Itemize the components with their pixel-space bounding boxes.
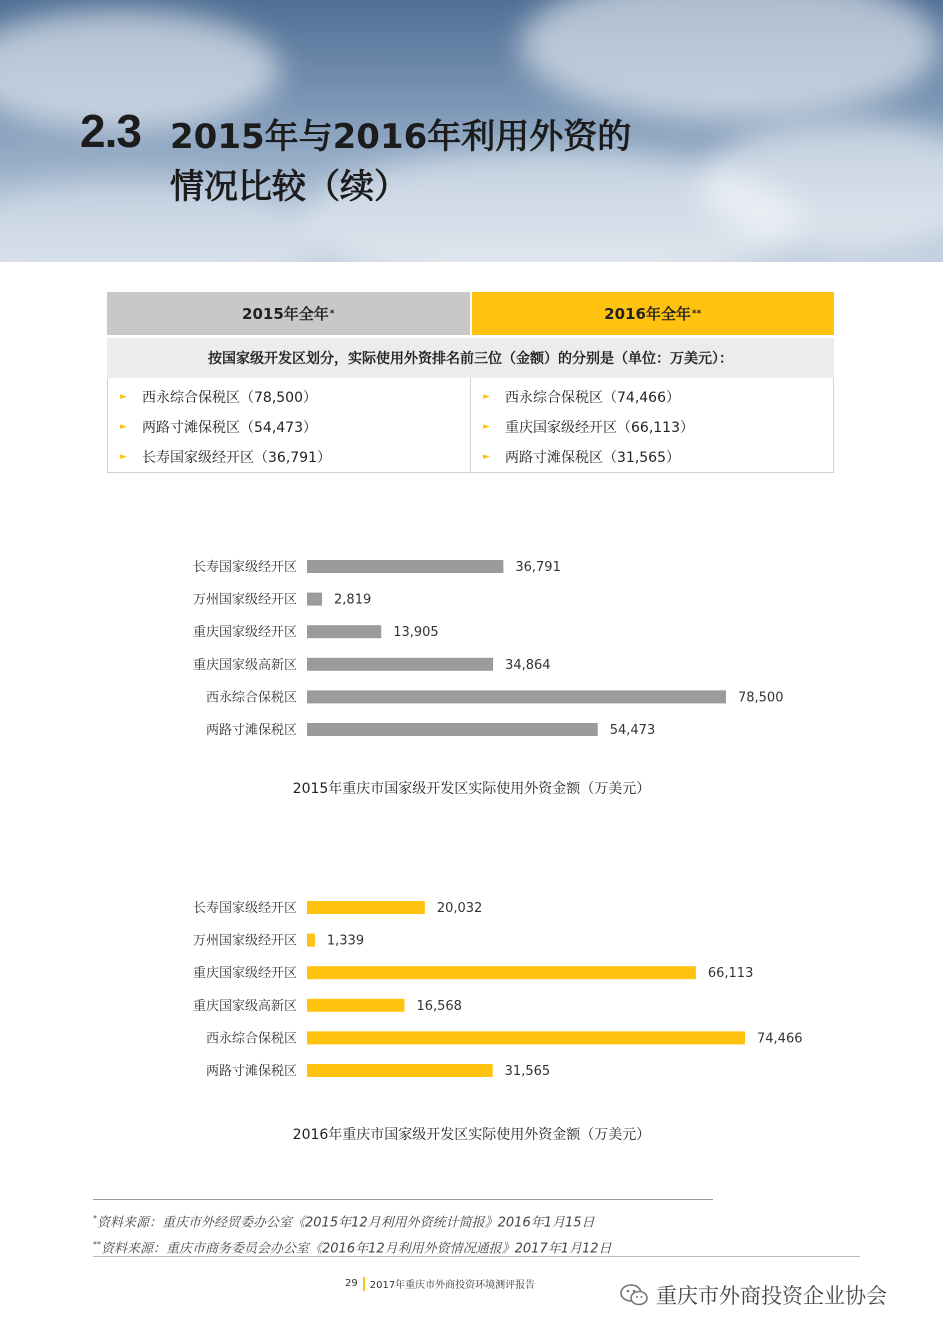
sources-note	[93, 1199, 713, 1261]
category-label: 重庆国家级经开区	[192, 966, 297, 982]
item-text: 重庆国家级经开区（66,113）	[505, 420, 694, 436]
page-number: 29	[345, 1278, 358, 1289]
column-2016	[470, 378, 833, 472]
triangle-right-icon: ►	[120, 422, 127, 432]
category-label: 两路寸滩保税区	[205, 1064, 297, 1079]
bar-chart-2015	[0, 550, 943, 750]
value-label: 36,791	[515, 560, 561, 575]
triangle-right-icon: ►	[120, 452, 127, 462]
item-text: 西永综合保税区（74,466）	[505, 390, 680, 406]
triangle-right-icon: ►	[120, 392, 127, 402]
bar	[307, 1031, 745, 1044]
category-label: 长寿国家级经开区	[192, 901, 297, 916]
item-text: 两路寸滩保税区（31,565）	[505, 450, 680, 466]
value-label: 13,905	[393, 625, 439, 641]
header-2015-mark: *	[329, 308, 335, 319]
category-label: 重庆国家级高新区	[192, 657, 297, 673]
value-label: 34,864	[505, 657, 551, 673]
bar	[307, 593, 322, 606]
value-label: 74,466	[757, 1031, 803, 1047]
watermark-text: 重庆市外商投资企业协会	[656, 1284, 887, 1308]
item-text: 西永综合保税区（78,500）	[142, 390, 317, 406]
header-2016	[472, 292, 835, 335]
source-text-1: 资料来源：重庆市外经贸委办公室《2015年12月利用外资统计简报》2016年1月15日	[97, 1215, 595, 1231]
bar	[307, 690, 726, 703]
header-2015	[107, 292, 470, 335]
section-title-line2: 情况比较（续）	[170, 167, 408, 207]
bar	[307, 966, 696, 979]
watermark	[620, 1280, 887, 1310]
triangle-right-icon: ►	[483, 392, 490, 402]
chart-title-2016: 2016年重庆市国家级开发区实际使用外资金额（万美元）	[292, 1127, 651, 1143]
source-mark-2: **	[93, 1240, 101, 1250]
section-title-line1: 2015年与2016年利用外资的	[170, 117, 632, 157]
value-label: 54,473	[609, 723, 656, 738]
category-label: 两路寸滩保税区	[205, 723, 297, 738]
category-label: 万州国家级经开区	[192, 933, 297, 949]
category-label: 西永综合保税区	[205, 1031, 297, 1047]
value-label: 78,500	[737, 690, 784, 706]
list-item	[483, 412, 833, 442]
section-number: 2.3	[80, 105, 141, 157]
bar	[307, 1064, 493, 1077]
value-label: 20,032	[436, 901, 483, 916]
source-line-1	[93, 1208, 713, 1234]
bar	[307, 934, 315, 947]
chart-title-2015: 2015年重庆市国家级开发区实际使用外资金额（万美元）	[292, 781, 651, 797]
header-2015-label: 2015年全年	[242, 305, 329, 323]
category-label: 重庆国家级经开区	[192, 625, 297, 641]
list-item	[120, 412, 470, 442]
item-text: 两路寸滩保税区（54,473）	[142, 420, 317, 436]
comparison-description: 按国家级开发区划分，实际使用外资排名前三位（金额）的分别是（单位：万美元）：	[107, 338, 834, 378]
category-label: 长寿国家级经开区	[192, 560, 297, 575]
bar	[307, 560, 503, 573]
page-footer	[345, 1276, 535, 1291]
footer-separator	[363, 1277, 365, 1291]
section-title	[170, 112, 631, 212]
list-item	[120, 382, 470, 412]
value-label: 16,568	[416, 998, 462, 1014]
comparison-header	[107, 292, 834, 335]
value-label: 31,565	[504, 1064, 551, 1079]
bar	[307, 901, 425, 914]
category-label: 西永综合保税区	[205, 690, 297, 706]
value-label: 1,339	[326, 933, 365, 949]
list-item	[120, 442, 470, 472]
value-label: 66,113	[707, 966, 754, 982]
bar	[307, 658, 493, 671]
header-banner	[0, 0, 943, 262]
wechat-icon	[620, 1284, 648, 1306]
header-2016-mark: **	[691, 308, 702, 319]
value-label: 2,819	[334, 592, 372, 608]
comparison-table	[107, 292, 834, 473]
triangle-right-icon: ►	[483, 422, 490, 432]
bar	[307, 723, 598, 736]
list-item	[483, 442, 833, 472]
bar	[307, 999, 404, 1012]
item-text: 长寿国家级经开区（36,791）	[142, 450, 331, 466]
footer-divider	[93, 1256, 860, 1257]
bar-chart-2016	[0, 891, 943, 1091]
source-mark-1: *	[93, 1214, 97, 1223]
bar	[307, 625, 381, 638]
report-title: 2017年重庆市外商投资环境测评报告	[369, 1280, 536, 1291]
column-2015	[108, 378, 470, 472]
list-item	[483, 382, 833, 412]
triangle-right-icon: ►	[483, 452, 490, 462]
category-label: 万州国家级经开区	[192, 592, 297, 608]
comparison-body	[107, 378, 834, 473]
source-text-2: 资料来源：重庆市商务委员会办公室《2016年12月利用外资情况通报》2017年1月12日	[101, 1241, 612, 1257]
category-label: 重庆国家级高新区	[192, 998, 297, 1014]
header-2016-label: 2016年全年	[604, 305, 691, 323]
